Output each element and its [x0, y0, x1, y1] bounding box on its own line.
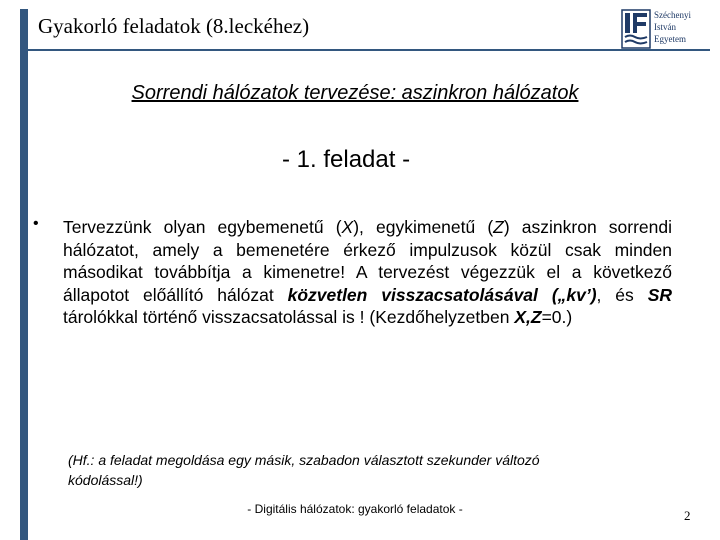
bullet-marker: •	[33, 215, 39, 232]
text-run: ) aszinkron sorrendi hálózatot, amely a bemenetére érkező impulzusok közül csak minden másodikat továbbítja a kimenetre! A tervezést végezzük el a következő állapotot előállító hálózat	[63, 217, 673, 305]
text-run: , és	[596, 284, 648, 305]
emphasis-kv: („kv’)	[551, 284, 597, 305]
input-var-x: X	[341, 217, 354, 237]
logo-text	[654, 9, 691, 45]
text-run	[538, 285, 552, 305]
footer-text: - Digitális hálózatok: gyakorló feladatok -	[247, 502, 463, 516]
university-logo-icon	[621, 9, 651, 49]
text-run: =0.)	[541, 307, 573, 327]
output-var-z: Z	[493, 217, 504, 237]
text-run: ), egykimenetű (	[353, 217, 494, 237]
header-divider	[28, 49, 710, 51]
logo-line-1: Széchenyi	[654, 10, 691, 20]
logo-line-2: István	[654, 22, 676, 32]
emphasis-sr: SR	[647, 284, 672, 305]
slide-subtitle	[0, 82, 710, 105]
task-description	[63, 216, 672, 329]
text-run: tárolókkal történő visszacsatolással is ! (Kezdőhelyzetben	[63, 307, 515, 327]
subtitle-text: Sorrendi hálózatok tervezése: aszinkron hálózatok	[131, 82, 579, 104]
footer	[0, 502, 710, 516]
logo-line-3: Egyetem	[654, 34, 686, 44]
task-title: - 1. feladat -	[282, 146, 411, 173]
header-title: Gyakorló feladatok (8.leckéhez)	[38, 14, 310, 38]
emphasis-xz: X,Z	[514, 307, 542, 327]
homework-note: (Hf.: a feladat megoldása egy másik, szabadon választott szekunder változó kódolással!)	[68, 452, 540, 488]
page-number: 2	[684, 508, 691, 523]
text-run: Tervezzünk olyan egybemenetű (	[63, 217, 342, 237]
emphasis-direct-feedback: közvetlen visszacsatolásával	[287, 284, 538, 305]
